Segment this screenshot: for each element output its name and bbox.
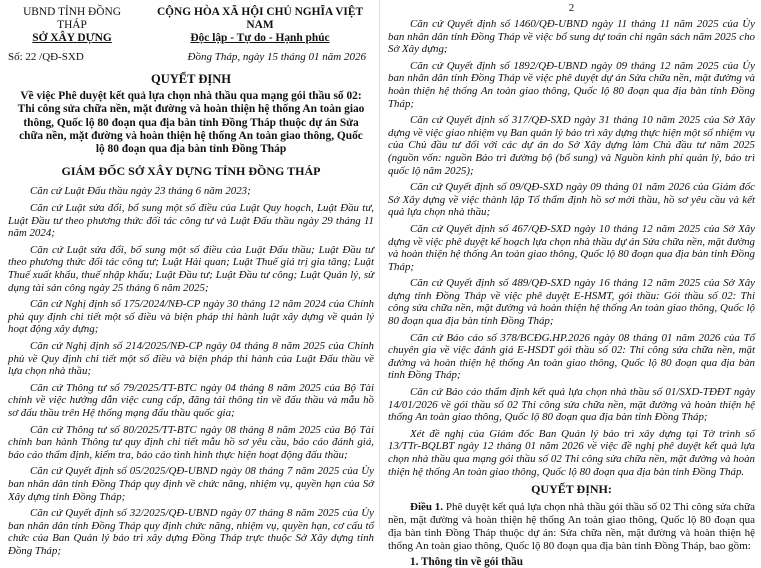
- legal-basis-item: Căn cứ Quyết định số 32/2025/QĐ-UBND ngày 07 tháng 8 năm 2025 của Ủy ban nhân dân tỉnh Đồng Tháp quy định chức năng, nhiệm vụ, quyền hạn, cơ cấu tổ chức của Ban Quản lý bảo trì xây dựng Đồng Tháp trực thuộc Sở Xây dựng tỉnh Đồng Tháp;: [8, 507, 374, 557]
- document-subject: Về việc Phê duyệt kết quả lựa chọn nhà thầu qua mạng gói thầu số 02: Thi công sửa chữa nền, mặt đường và hoàn thiện hệ thống An toàn giao thông, Quốc lộ 80 đoạn qua địa bàn tỉnh Đồng Tháp thuộc dự án Sửa chữa nền, mặt đường và hoàn thiện hệ thống An toàn giao thông, Quốc lộ 80 đoạn qua địa bàn tỉnh Đồng Tháp: [17, 90, 365, 156]
- page-number: 2: [568, 2, 575, 14]
- document-meta: [8, 51, 374, 63]
- legal-basis-list-continued: [388, 18, 755, 478]
- page-1: [0, 0, 378, 557]
- article-1: [388, 501, 755, 552]
- legal-basis-item: Căn cứ Luật sửa đổi, bổ sung một số điều của Luật Quy hoạch, Luật Đầu tư, Luật Đầu tư theo phương thức đối tác công tư và Luật Đấu thầu ngày 29 tháng 11 năm 2024;: [8, 202, 374, 240]
- legal-basis-item: Căn cứ Quyết định số 1892/QĐ-UBND ngày 09 tháng 12 năm 2025 của Ủy ban nhân dân tỉnh Đồng Tháp về việc phê duyệt dự án Sửa chữa nền, mặt đường và hoàn thiện hệ thống An toàn giao thông, Quốc lộ 80 đoạn qua địa bàn tỉnh Đồng Tháp;: [388, 59, 755, 110]
- document-title: QUYẾT ĐỊNH: [151, 72, 231, 86]
- legal-basis-item: Xét đề nghị của Giám đốc Ban Quản lý bảo trì xây dựng tại Tờ trình số 13/TTr-BQLBT ngày 12 tháng 01 năm 2026 về việc đề nghị phê duyệt kết quả lựa chọn nhà thầu qua mạng gói thầu số 02 Thi công sửa chữa nền, mặt đường và hoàn thiện hệ thống An toàn giao thông, Quốc lộ 80 đoạn qua địa bàn tỉnh Đồng Tháp.: [388, 427, 755, 478]
- legal-basis-item: Căn cứ Thông tư số 80/2025/TT-BTC ngày 08 tháng 8 năm 2025 của Bộ Tài chính ban hành Thông tư quy định chi tiết mẫu hồ sơ yêu cầu, báo cáo đánh giá, báo cáo thẩm định, kiểm tra, báo cáo tình hình thực hiện hoạt động đấu thầu;: [8, 423, 374, 461]
- page-divider: [379, 0, 380, 529]
- nation-line-2: Độc lập - Tự do - Hạnh phúc: [190, 32, 330, 44]
- legal-basis-list: [8, 185, 374, 557]
- decides-heading: QUYẾT ĐỊNH:: [531, 482, 612, 497]
- document-header: [8, 6, 374, 45]
- page-2: [382, 0, 761, 568]
- nation-block: [146, 6, 374, 45]
- article-1-text: Phê duyệt kết quả lựa chọn nhà thầu gói thầu số 02 Thi công sửa chữa nền, mặt đường và hoàn thiện hệ thống An toàn giao thông, Quốc lộ 80 đoạn qua địa bàn tỉnh Đồng Tháp thuộc dự án: Sửa chữa nền, mặt đường và hoàn thiện hệ thống An toàn giao thông, Quốc lộ 80 đoạn qua địa bàn tỉnh Đồng Tháp, bao gồm:: [388, 501, 755, 552]
- legal-basis-item: Căn cứ Quyết định số 317/QĐ-SXD ngày 31 tháng 10 năm 2025 của Sở Xây dựng về việc giao nhiệm vụ Ban quản lý bảo trì xây dựng thực hiện một số nhiệm vụ của Chủ đầu tư đối với các dự án do Sở Xây dựng làm Chủ đầu tư năm 2025 (nguồn vốn: nguồn Bảo trì đường bộ (bổ sung) và Nguồn kinh phí quản lý, bảo trì quốc lộ năm 2025);: [388, 114, 755, 177]
- agency-line-2: SỞ XÂY DỰNG: [32, 32, 112, 44]
- legal-basis-item: Căn cứ Báo cáo thẩm định kết quả lựa chọn nhà thầu số 01/SXD-TĐĐT ngày 14/01/2026 về gói thầu số 02 Thi công sửa chữa nền, mặt đường và hoàn thiện hệ thống An toàn giao thông, Quốc lộ 80 đoạn qua địa bàn tỉnh Đồng Tháp;: [388, 386, 755, 424]
- legal-basis-item: Căn cứ Quyết định số 467/QĐ-SXD ngày 10 tháng 12 năm 2025 của Sở Xây dựng về việc phê duyệt kế hoạch lựa chọn nhà thầu dự án Sửa chữa nền, mặt đường và hoàn thiện hệ thống An toàn giao thông, Quốc lộ 80 đoạn qua địa bàn tỉnh Đồng Tháp;: [388, 222, 755, 273]
- legal-basis-item: Căn cứ Quyết định số 09/QĐ-SXD ngày 09 tháng 01 năm 2026 của Giám đốc Sở Xây dựng về việc thành lập Tổ thẩm định hồ sơ mời thầu, hồ sơ yêu cầu và kết quả lựa chọn nhà thầu;: [388, 181, 755, 219]
- agency-line-1: UBND TỈNH ĐỒNG THÁP: [23, 6, 121, 31]
- legal-basis-item: Căn cứ Quyết định số 489/QĐ-SXD ngày 16 tháng 12 năm 2025 của Sở Xây dựng tỉnh Đồng Tháp về việc phê duyệt E-HSMT, gói thầu: Gói thầu số 02: Thi công sửa chữa nền, mặt đường và hoàn thiện hệ thống An toàn giao thông, Quốc lộ 80 đoạn qua địa bàn tỉnh Đồng Tháp;: [388, 277, 755, 328]
- legal-basis-item: Căn cứ Quyết định số 05/2025/QĐ-UBND ngày 08 tháng 7 năm 2025 của Ủy ban nhân dân tỉnh Đồng Tháp quy định về chức năng, nhiệm vụ, quyền hạn của Sở Xây dựng tỉnh Đồng Tháp;: [8, 465, 374, 503]
- section-1-heading: 1. Thông tin về gói thầu: [410, 556, 523, 568]
- agency-block: [8, 6, 136, 45]
- place-date: Đồng Tháp, ngày 15 tháng 01 năm 2026: [187, 51, 366, 63]
- legal-basis-item: Căn cứ Luật sửa đổi, bổ sung một số điều của Luật Đấu thầu; Luật Đầu tư theo phương thức đối tác công tư; Luật Hải quan; Luật Thuế giá trị gia tăng; Luật Thuế xuất khẩu, thuế nhập khẩu; Luật Đầu tư; Luật Đầu tư công; Luật Quản lý, sử dụng tài sản công ngày 25 tháng 6 năm 2025;: [8, 243, 374, 294]
- legal-basis-item: Căn cứ Nghị định số 175/2024/NĐ-CP ngày 30 tháng 12 năm 2024 của Chính phủ quy định chi tiết một số điều và biện pháp thi hành luật xây dựng về quản lý hoạt động xây dựng;: [8, 298, 374, 336]
- legal-basis-item: Căn cứ Báo cáo số 378/BCĐG.HP.2026 ngày 08 tháng 01 năm 2026 của Tổ chuyên gia về việc đánh giá E-HSDT gói thầu số 02: Thi công sửa chữa nền, mặt đường và hoàn thiện hệ thống An toàn giao thông, Quốc lộ 80 đoạn qua địa bàn tỉnh Đồng Tháp;: [388, 331, 755, 382]
- issuing-authority: GIÁM ĐỐC SỞ XÂY DỰNG TỈNH ĐỒNG THÁP: [61, 164, 321, 179]
- legal-basis-item: Căn cứ Thông tư số 79/2025/TT-BTC ngày 04 tháng 8 năm 2025 của Bộ Tài chính về việc hướng dẫn việc cung cấp, đăng tải thông tin về đấu thầu và mẫu hồ sơ đấu thầu trên Hệ thống mạng đấu thầu quốc gia;: [8, 381, 374, 419]
- legal-basis-item: Căn cứ Luật Đấu thầu ngày 23 tháng 6 năm 2023;: [30, 185, 251, 198]
- doc-number: Số: 22 /QĐ-SXD: [8, 51, 84, 63]
- nation-line-1: CỘNG HÒA XÃ HỘI CHỦ NGHĨA VIỆT NAM: [156, 6, 364, 31]
- legal-basis-item: Căn cứ Quyết định số 1460/QĐ-UBND ngày 11 tháng 11 năm 2025 của Ủy ban nhân dân tỉnh Đồng Tháp về việc bổ sung dự toán chi ngân sách năm 2025 cho Sở Xây dựng;: [388, 18, 755, 56]
- article-1-label: Điều 1.: [410, 501, 444, 514]
- legal-basis-item: Căn cứ Nghị định số 214/2025/NĐ-CP ngày 04 tháng 8 năm 2025 của Chính phủ về Quy định chi tiết một số điều và biện pháp thi hành của Luật Đấu thầu về lựa chọn nhà thầu;: [8, 340, 374, 378]
